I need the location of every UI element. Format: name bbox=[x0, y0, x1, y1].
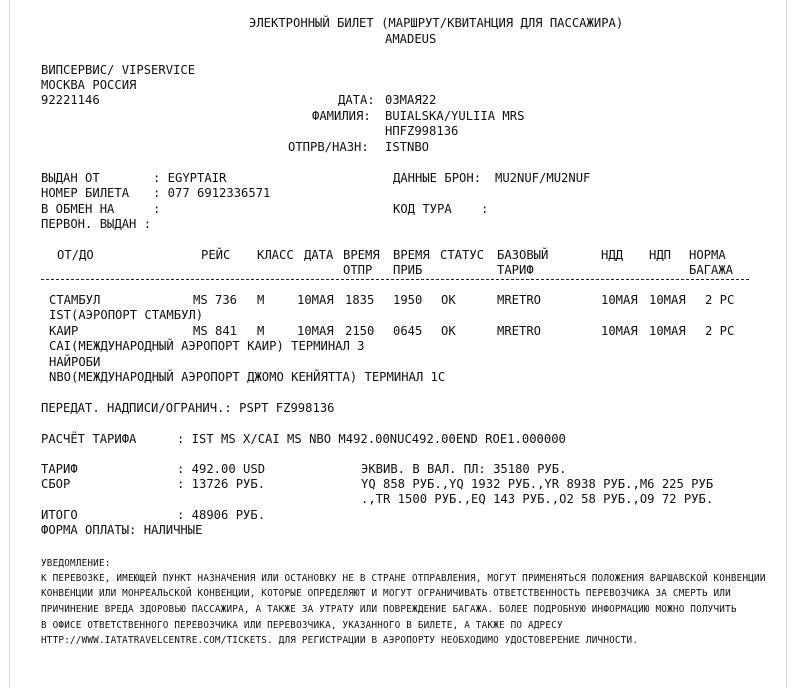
notice-line: ПРИЧИНЕНИЕ ВРЕДА ЗДОРОВЬЮ ПАССАЖИРА, А ТАКЖЕ ЗА УТРАТУ ИЛИ ПОВРЕЖДЕНИЕ БАГАЖА. БОЛЕЕ ПОДРОБНУЮ ИНФОРМАЦИЮ МОЖНО ПОЛУЧИТЬ bbox=[41, 604, 737, 615]
taxes-breakdown-2: .,TR 1500 РУБ.,EQ 143 РУБ.,O2 58 РУБ.,O9 72 РУБ. bbox=[361, 492, 714, 506]
table-divider bbox=[41, 279, 749, 280]
col-header-dep-time: ВРЕМЯ bbox=[343, 248, 380, 262]
booking-value: MU2NUF/MU2NUF bbox=[495, 171, 591, 185]
row-flight: MS 736 bbox=[193, 293, 238, 307]
row-class: M bbox=[257, 324, 265, 338]
total-label: ИТОГО bbox=[41, 508, 78, 522]
row-fare: MRETRO bbox=[497, 293, 542, 307]
row-nvb: 10МАЯ bbox=[601, 293, 638, 307]
notice-line: HTTP://WWW.IATATRAVELCENTRE.COM/TICKETS. ДЛЯ РЕГИСТРАЦИИ В АЭРОПОРТУ НЕОБХОДИМО УДОСТОВЕРЕНИЕ ЛИЧНОСТИ. bbox=[41, 635, 639, 646]
agency-city: МОСКВА РОССИЯ bbox=[41, 78, 137, 92]
row-date: 10МАЯ bbox=[297, 324, 334, 338]
row-arr: 0645 bbox=[393, 324, 423, 338]
fare-label: ТАРИФ bbox=[41, 462, 78, 476]
tax-label: СБОР bbox=[41, 477, 71, 491]
row-baggage: 2 PC bbox=[705, 324, 735, 338]
row-dep: 1835 bbox=[345, 293, 375, 307]
final-airport: NBO(МЕЖДУНАРОДНЫЙ АЭРОПОРТ ДЖОМО КЕНЙЯТТА) ТЕРМИНАЛ 1С bbox=[49, 370, 446, 384]
col-header-nvb: НДД bbox=[601, 248, 624, 262]
col-header-nva: НДП bbox=[649, 248, 672, 262]
ticket-title: ЭЛЕКТРОННЫЙ БИЛЕТ (МАРШРУТ/КВИТАНЦИЯ ДЛЯ ПАССАЖИРА) bbox=[249, 16, 624, 30]
notice-line: КОНВЕНЦИИ ИЛИ МОНРЕАЛЬСКОЙ КОНВЕНЦИИ, КОТОРЫЕ ОПРЕДЕЛЯЮТ И МОГУТ ОГРАНИЧИВАТЬ ОТВЕТСТВЕННОСТЬ ПЕРЕВОЗЧИКА ЗА СМЕРТЬ ИЛИ bbox=[41, 588, 731, 599]
exchange-value: : bbox=[153, 202, 161, 216]
col-header-dep-time-2: ОТПР bbox=[343, 263, 373, 277]
row-class: M bbox=[257, 293, 265, 307]
surname-extra: HПFZ998136 bbox=[385, 124, 459, 138]
col-header-baggage-2: БАГАЖА bbox=[689, 263, 734, 277]
agency-code: 92221146 bbox=[41, 93, 100, 107]
depdest-label: ОТПРВ/НАЗН: bbox=[288, 140, 369, 154]
ticket-number-label: НОМЕР БИЛЕТА bbox=[41, 186, 130, 200]
depdest-value: ISTNBO bbox=[385, 140, 430, 154]
col-header-flight: РЕЙС bbox=[201, 248, 231, 262]
col-header-arr-time: ВРЕМЯ bbox=[393, 248, 430, 262]
surname-value: BUIALSKA/YULIIA MRS bbox=[385, 109, 525, 123]
ticket-number-value: : 077 6912336571 bbox=[153, 186, 271, 200]
col-header-date: ДАТА bbox=[304, 248, 334, 262]
tour-code-value: : bbox=[481, 202, 489, 216]
row-city: СТАМБУЛ bbox=[49, 293, 101, 307]
row-nva: 10МАЯ bbox=[649, 324, 686, 338]
payment-form: ФОРМА ОПЛАТЫ: НАЛИЧНЫЕ bbox=[41, 523, 203, 537]
date-value: 03МАЯ22 bbox=[385, 93, 437, 107]
fare-calc-label: РАСЧЁТ ТАРИФА bbox=[41, 432, 137, 446]
row-status: OK bbox=[441, 293, 456, 307]
agency-name: ВИПСЕРВИС/ VIPSERVICE bbox=[41, 63, 196, 77]
row-arr: 1950 bbox=[393, 293, 423, 307]
col-header-status: СТАТУС bbox=[440, 248, 485, 262]
fare-value: : 492.00 USD bbox=[177, 462, 266, 476]
row-airport: IST(АЭРОПОРТ СТАМБУЛ) bbox=[49, 308, 204, 322]
col-header-from-to: ОТ/ДО bbox=[57, 248, 94, 262]
row-baggage: 2 PC bbox=[705, 293, 735, 307]
row-fare: MRETRO bbox=[497, 324, 542, 338]
row-date: 10МАЯ bbox=[297, 293, 334, 307]
system-name: AMADEUS bbox=[385, 32, 437, 46]
issued-by-value: : EGYPTAIR bbox=[153, 171, 227, 185]
tour-code-label: КОД ТУРА bbox=[393, 202, 452, 216]
fare-calc-value: : IST MS X/CAI MS NBO M492.00NUC492.00END ROE1.000000 bbox=[177, 432, 566, 446]
date-label: ДАТА: bbox=[338, 93, 375, 107]
notice-line: В ОФИСЕ ОТВЕТСТВЕННОГО ПЕРЕВОЗЧИКА ИЛИ ПЕРЕВОЗЧИКА, УКАЗАННОГО В БИЛЕТЕ, А ТАКЖЕ ПО АДРЕСУ bbox=[41, 620, 563, 631]
row-status: OK bbox=[441, 324, 456, 338]
col-header-class: КЛАСС bbox=[257, 248, 294, 262]
equivalent-amount: ЭКВИВ. В ВАЛ. ПЛ: 35180 РУБ. bbox=[361, 462, 567, 476]
issued-by-label: ВЫДАН ОТ bbox=[41, 171, 100, 185]
booking-label: ДАННЫЕ БРОН: bbox=[393, 171, 482, 185]
exchange-label: В ОБМЕН НА bbox=[41, 202, 115, 216]
row-city: КАИР bbox=[49, 324, 79, 338]
tax-value: : 13726 РУБ. bbox=[177, 477, 266, 491]
col-header-baggage: НОРМА bbox=[689, 248, 726, 262]
final-city: НАЙРОБИ bbox=[49, 355, 101, 369]
endorsements: ПЕРЕДАТ. НАДПИСИ/ОГРАНИЧ.: PSPT FZ998136 bbox=[41, 401, 335, 415]
row-flight: MS 841 bbox=[193, 324, 238, 338]
notice-title: УВЕДОМЛЕНИЕ: bbox=[41, 558, 111, 569]
row-dep: 2150 bbox=[345, 324, 375, 338]
col-header-arr-time-2: ПРИБ bbox=[393, 263, 423, 277]
taxes-breakdown-1: YQ 858 РУБ.,YQ 1932 РУБ.,YR 8938 РУБ.,M6 225 РУБ bbox=[361, 477, 714, 491]
col-header-fare-basis-2: ТАРИФ bbox=[497, 263, 534, 277]
col-header-fare-basis: БАЗОВЫЙ bbox=[497, 248, 549, 262]
surname-label: ФАМИЛИЯ: bbox=[312, 109, 371, 123]
row-nva: 10МАЯ bbox=[649, 293, 686, 307]
original-issue-label: ПЕРВОН. ВЫДАН : bbox=[41, 217, 152, 231]
notice-line: К ПЕРЕВОЗКЕ, ИМЕЮЩЕЙ ПУНКТ НАЗНАЧЕНИЯ ИЛИ ОСТАНОВКУ НЕ В СТРАНЕ ОТПРАВЛЕНИЯ, МОГУТ ПРИМЕНЯТЬСЯ ПОЛОЖЕНИЯ ВАРШАВСКОЙ КОНВЕНЦИИ bbox=[41, 573, 766, 584]
total-value: : 48906 РУБ. bbox=[177, 508, 266, 522]
row-airport: CAI(МЕЖДУНАРОДНЫЙ АЭРОПОРТ КАИР) ТЕРМИНАЛ 3 bbox=[49, 339, 365, 353]
row-nvb: 10МАЯ bbox=[601, 324, 638, 338]
